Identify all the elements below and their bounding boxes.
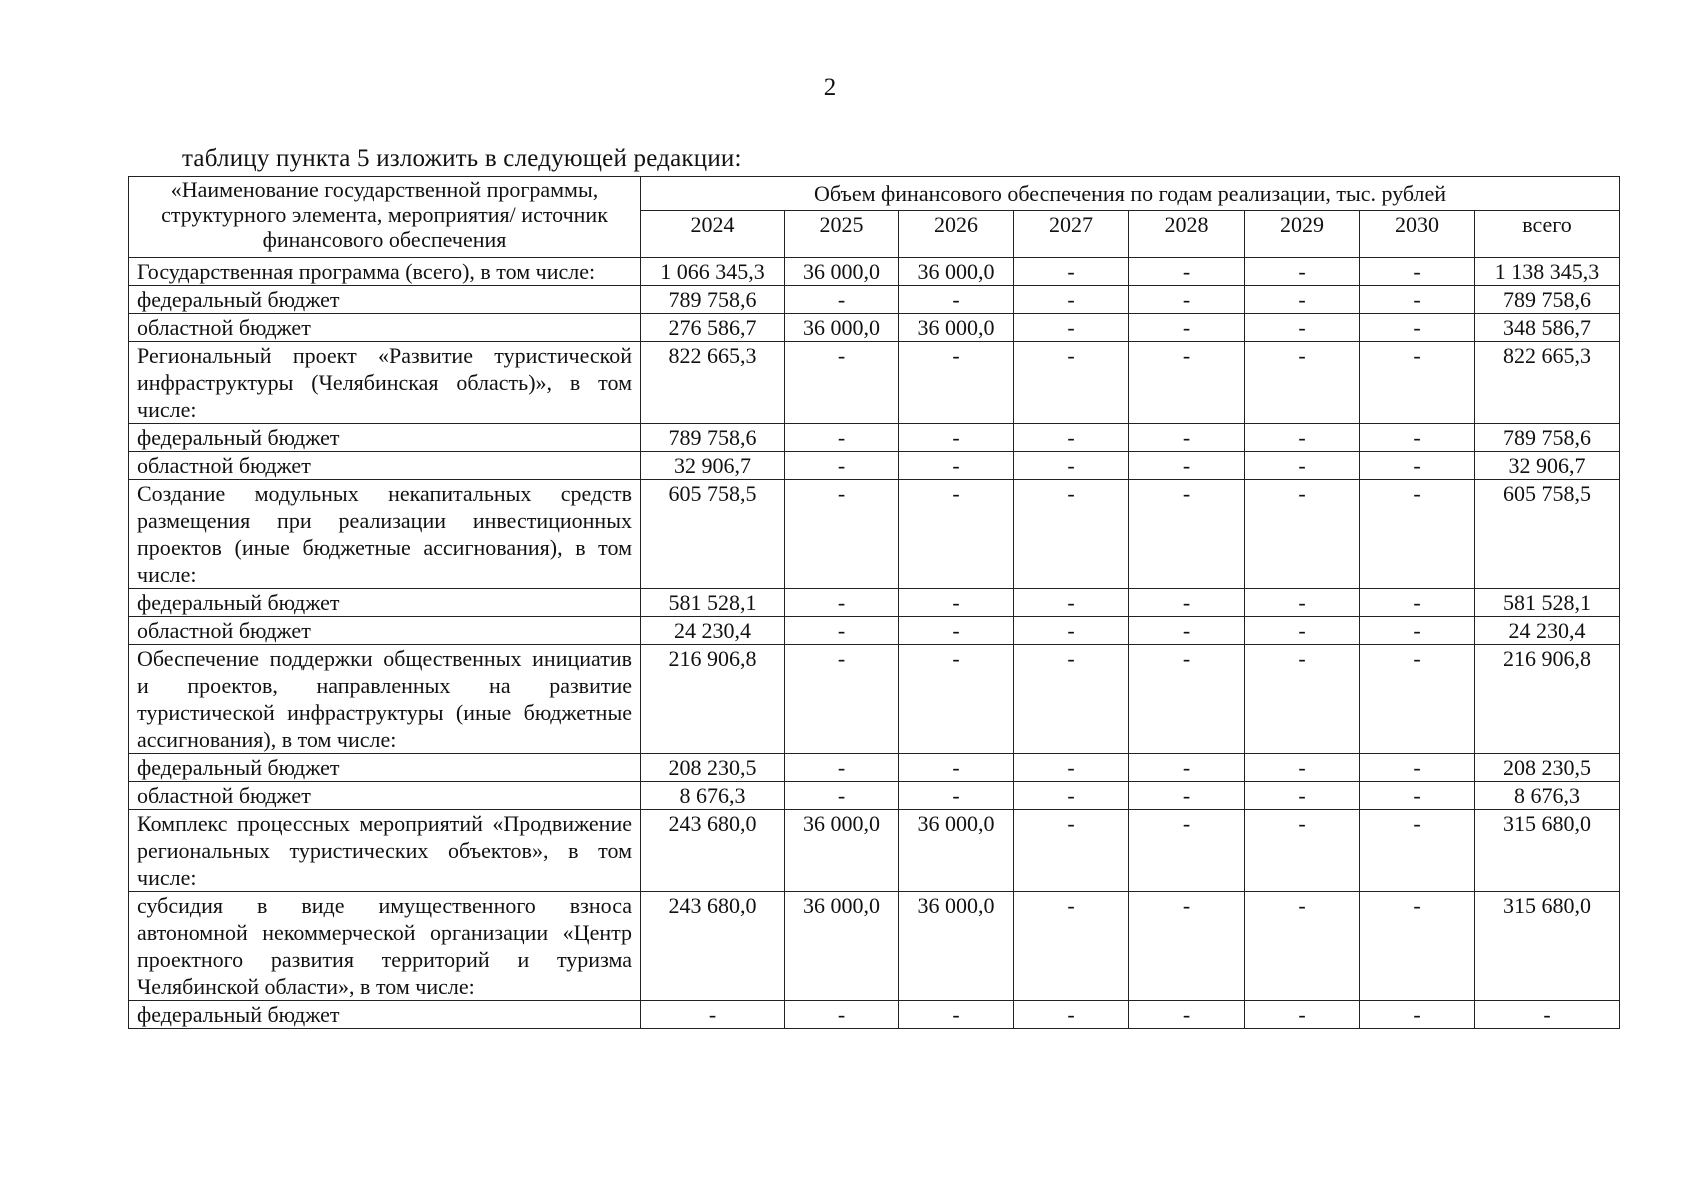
table-row bbox=[129, 617, 1620, 645]
row-value: - bbox=[1360, 589, 1475, 617]
row-name: федеральный бюджет bbox=[129, 424, 641, 452]
row-value: - bbox=[1245, 782, 1360, 810]
row-value: - bbox=[1360, 314, 1475, 342]
table-row bbox=[129, 258, 1620, 286]
row-value: 315 680,0 bbox=[1475, 892, 1620, 1001]
row-value: - bbox=[899, 342, 1014, 424]
row-value: 36 000,0 bbox=[899, 258, 1014, 286]
row-name: областной бюджет bbox=[129, 617, 641, 645]
table-row bbox=[129, 782, 1620, 810]
row-value: - bbox=[899, 1001, 1014, 1029]
row-name: Государственная программа (всего), в том числе: bbox=[129, 258, 641, 286]
row-value: - bbox=[1129, 892, 1245, 1001]
table-row bbox=[129, 1001, 1620, 1029]
row-value: - bbox=[1014, 645, 1129, 754]
row-value: - bbox=[1245, 258, 1360, 286]
row-value: - bbox=[1129, 782, 1245, 810]
row-value: 1 066 345,3 bbox=[641, 258, 785, 286]
row-value: - bbox=[1245, 452, 1360, 480]
row-name: федеральный бюджет bbox=[129, 754, 641, 782]
row-name: областной бюджет bbox=[129, 314, 641, 342]
row-value: - bbox=[1245, 286, 1360, 314]
row-value: 581 528,1 bbox=[641, 589, 785, 617]
row-value: 789 758,6 bbox=[1475, 424, 1620, 452]
row-value: - bbox=[1245, 617, 1360, 645]
row-value: - bbox=[785, 424, 899, 452]
header-year: 2025 bbox=[785, 211, 899, 258]
table-row bbox=[129, 424, 1620, 452]
row-value: - bbox=[1129, 589, 1245, 617]
row-value: - bbox=[1129, 645, 1245, 754]
row-value: - bbox=[1129, 754, 1245, 782]
row-value: - bbox=[785, 617, 899, 645]
row-value: 216 906,8 bbox=[1475, 645, 1620, 754]
row-value: - bbox=[1360, 617, 1475, 645]
row-value: - bbox=[1245, 424, 1360, 452]
row-value: - bbox=[899, 589, 1014, 617]
row-value: - bbox=[1129, 810, 1245, 892]
table-row bbox=[129, 452, 1620, 480]
row-value: - bbox=[1360, 424, 1475, 452]
row-value: - bbox=[785, 342, 899, 424]
row-name: Региональный проект «Развитие туристической инфраструктуры (Челябинская область)», в том числе: bbox=[129, 342, 641, 424]
row-value: - bbox=[1129, 314, 1245, 342]
row-value: - bbox=[785, 754, 899, 782]
header-year: 2030 bbox=[1360, 211, 1475, 258]
row-value: - bbox=[1014, 754, 1129, 782]
table-row bbox=[129, 645, 1620, 754]
table-row bbox=[129, 480, 1620, 589]
row-value: 348 586,7 bbox=[1475, 314, 1620, 342]
table-row bbox=[129, 810, 1620, 892]
row-value: - bbox=[1129, 452, 1245, 480]
row-name: областной бюджет bbox=[129, 452, 641, 480]
row-value: - bbox=[899, 452, 1014, 480]
row-value: - bbox=[641, 1001, 785, 1029]
row-value: - bbox=[785, 480, 899, 589]
row-value: - bbox=[1245, 754, 1360, 782]
row-value: - bbox=[1014, 480, 1129, 589]
row-value: - bbox=[1014, 892, 1129, 1001]
row-value: - bbox=[899, 286, 1014, 314]
row-value: - bbox=[899, 617, 1014, 645]
financing-table bbox=[128, 176, 1620, 1029]
table-row bbox=[129, 314, 1620, 342]
row-value: - bbox=[1014, 617, 1129, 645]
row-value: - bbox=[1245, 480, 1360, 589]
row-value: 243 680,0 bbox=[641, 810, 785, 892]
row-value: - bbox=[1360, 286, 1475, 314]
row-value: 581 528,1 bbox=[1475, 589, 1620, 617]
row-value: - bbox=[1014, 286, 1129, 314]
header-year: 2026 bbox=[899, 211, 1014, 258]
row-value: 24 230,4 bbox=[1475, 617, 1620, 645]
row-value: 208 230,5 bbox=[641, 754, 785, 782]
row-value: 315 680,0 bbox=[1475, 810, 1620, 892]
row-name: федеральный бюджет bbox=[129, 589, 641, 617]
table-row bbox=[129, 892, 1620, 1001]
row-value: 789 758,6 bbox=[1475, 286, 1620, 314]
row-value: 8 676,3 bbox=[1475, 782, 1620, 810]
row-value: - bbox=[899, 782, 1014, 810]
row-value: 24 230,4 bbox=[641, 617, 785, 645]
row-value: - bbox=[1360, 480, 1475, 589]
row-value: - bbox=[1129, 342, 1245, 424]
row-value: 822 665,3 bbox=[1475, 342, 1620, 424]
row-value: - bbox=[1360, 754, 1475, 782]
row-value: - bbox=[1245, 810, 1360, 892]
row-value: 32 906,7 bbox=[641, 452, 785, 480]
row-value: - bbox=[1360, 452, 1475, 480]
row-value: - bbox=[1360, 645, 1475, 754]
row-value: 36 000,0 bbox=[785, 258, 899, 286]
row-value: - bbox=[1129, 1001, 1245, 1029]
page-number: 2 bbox=[823, 74, 837, 101]
row-value: - bbox=[899, 424, 1014, 452]
row-value: 789 758,6 bbox=[641, 424, 785, 452]
row-value: - bbox=[1245, 314, 1360, 342]
row-value: - bbox=[1014, 1001, 1129, 1029]
table-row bbox=[129, 342, 1620, 424]
row-value: - bbox=[1014, 342, 1129, 424]
row-value: - bbox=[1129, 480, 1245, 589]
row-name: Обеспечение поддержки общественных инициатив и проектов, направленных на развитие туристической инфраструктуры (иные бюджетные ассигнования), в том числе: bbox=[129, 645, 641, 754]
row-value: - bbox=[785, 589, 899, 617]
row-value: - bbox=[785, 645, 899, 754]
row-value: - bbox=[1129, 617, 1245, 645]
row-value: - bbox=[1014, 782, 1129, 810]
row-value: - bbox=[1245, 892, 1360, 1001]
row-value: - bbox=[1245, 589, 1360, 617]
row-value: - bbox=[785, 452, 899, 480]
row-value: - bbox=[1129, 286, 1245, 314]
row-value: - bbox=[1245, 342, 1360, 424]
row-value: - bbox=[1360, 342, 1475, 424]
row-value: 276 586,7 bbox=[641, 314, 785, 342]
row-value: - bbox=[1245, 1001, 1360, 1029]
row-name: Комплекс процессных мероприятий «Продвижение региональных туристических объектов», в том числе: bbox=[129, 810, 641, 892]
header-name: «Наименование государственной программы, структурного элемента, мероприятия/ источник финансового обеспечения bbox=[129, 177, 641, 258]
row-value: - bbox=[1129, 258, 1245, 286]
row-value: 36 000,0 bbox=[899, 314, 1014, 342]
row-name: областной бюджет bbox=[129, 782, 641, 810]
row-value: - bbox=[1129, 424, 1245, 452]
row-value: - bbox=[1014, 452, 1129, 480]
row-value: - bbox=[1360, 810, 1475, 892]
row-value: 822 665,3 bbox=[641, 342, 785, 424]
row-value: - bbox=[785, 1001, 899, 1029]
header-financing-volume: Объем финансового обеспечения по годам реализации, тыс. рублей bbox=[641, 177, 1620, 211]
row-value: - bbox=[1360, 1001, 1475, 1029]
header-year: всего bbox=[1475, 211, 1620, 258]
row-value: 36 000,0 bbox=[785, 810, 899, 892]
row-value: - bbox=[899, 480, 1014, 589]
row-value: - bbox=[1360, 892, 1475, 1001]
row-value: - bbox=[1360, 782, 1475, 810]
row-value: - bbox=[785, 782, 899, 810]
row-value: 8 676,3 bbox=[641, 782, 785, 810]
row-value: 605 758,5 bbox=[641, 480, 785, 589]
intro-text: таблицу пункта 5 изложить в следующей редакции: bbox=[182, 145, 742, 172]
row-value: 605 758,5 bbox=[1475, 480, 1620, 589]
row-value: - bbox=[899, 645, 1014, 754]
row-value: - bbox=[785, 286, 899, 314]
table-row bbox=[129, 754, 1620, 782]
row-value: 36 000,0 bbox=[899, 810, 1014, 892]
row-value: - bbox=[1014, 258, 1129, 286]
row-value: 216 906,8 bbox=[641, 645, 785, 754]
row-value: - bbox=[1014, 589, 1129, 617]
row-value: 36 000,0 bbox=[899, 892, 1014, 1001]
header-year: 2029 bbox=[1245, 211, 1360, 258]
row-value: - bbox=[1360, 258, 1475, 286]
row-value: - bbox=[1014, 810, 1129, 892]
row-name: Создание модульных некапитальных средств размещения при реализации инвестиционных проектов (иные бюджетные ассигнования), в том числе: bbox=[129, 480, 641, 589]
row-value: 36 000,0 bbox=[785, 314, 899, 342]
header-year: 2027 bbox=[1014, 211, 1129, 258]
row-value: - bbox=[1475, 1001, 1620, 1029]
row-value: - bbox=[899, 754, 1014, 782]
row-value: 243 680,0 bbox=[641, 892, 785, 1001]
row-name: федеральный бюджет bbox=[129, 286, 641, 314]
row-name: субсидия в виде имущественного взноса автономной некоммерческой организации «Центр проектного развития территорий и туризма Челябинской области», в том числе: bbox=[129, 892, 641, 1001]
table-row bbox=[129, 589, 1620, 617]
row-value: 32 906,7 bbox=[1475, 452, 1620, 480]
row-value: 36 000,0 bbox=[785, 892, 899, 1001]
row-value: - bbox=[1245, 645, 1360, 754]
header-year: 2028 bbox=[1129, 211, 1245, 258]
row-value: 789 758,6 bbox=[641, 286, 785, 314]
header-year: 2024 bbox=[641, 211, 785, 258]
row-value: 208 230,5 bbox=[1475, 754, 1620, 782]
header-row-group bbox=[129, 177, 1620, 211]
row-value: 1 138 345,3 bbox=[1475, 258, 1620, 286]
table-body bbox=[129, 258, 1620, 1029]
row-name: федеральный бюджет bbox=[129, 1001, 641, 1029]
row-value: - bbox=[1014, 314, 1129, 342]
table-row bbox=[129, 286, 1620, 314]
row-value: - bbox=[1014, 424, 1129, 452]
